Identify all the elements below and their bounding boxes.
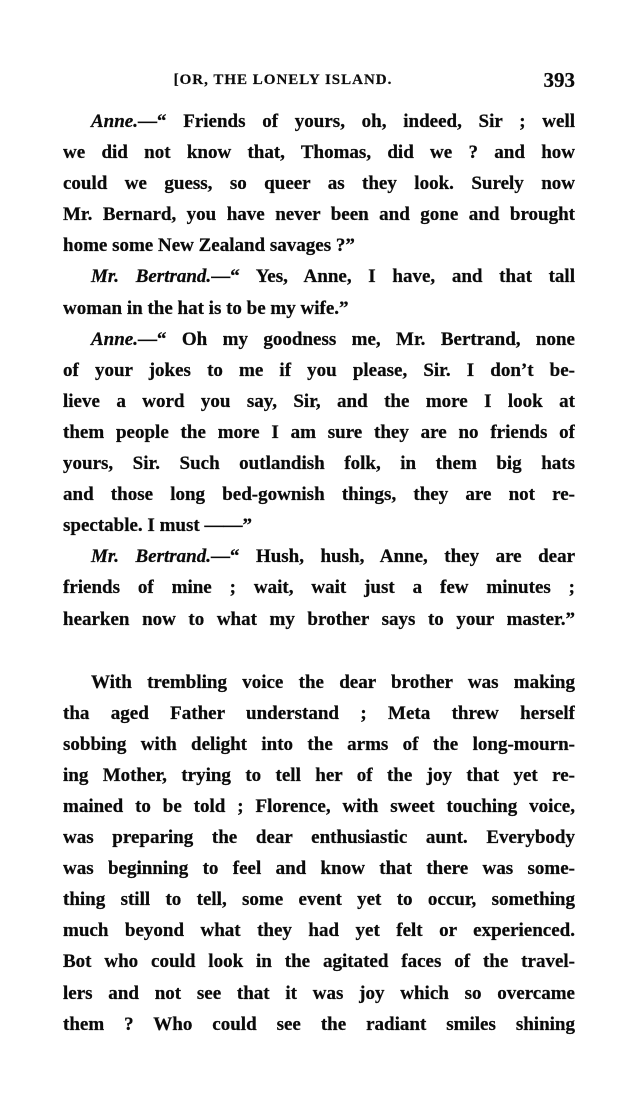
text-segment: Mr. Bernard, you have never been and gone and brought (63, 204, 575, 226)
running-header (63, 68, 575, 92)
text-segment: ing Mother, trying to tell her of the joy that yet re- (63, 764, 575, 786)
text-segment: tha aged Father understand ; Meta threw herself (63, 702, 575, 724)
text-line (63, 572, 575, 603)
text-line (63, 604, 575, 635)
running-title: [OR, THE LONELY ISLAND. (173, 72, 393, 88)
text-line (63, 791, 575, 822)
speaker-name: Anne. (91, 111, 138, 132)
text-line (63, 479, 575, 510)
paragraph (63, 106, 575, 261)
text-line (63, 946, 575, 977)
text-segment: was preparing the dear enthusiastic aunt. Everybody (63, 827, 575, 849)
text-segment: friends of mine ; wait, wait just a few minutes ; (63, 577, 575, 599)
text-line (63, 230, 575, 261)
text-segment: them ? Who could see the radiant smiles shining (63, 1013, 575, 1035)
text-segment: Bot who could look in the agitated faces of the travel- (63, 951, 575, 973)
text-line (63, 324, 575, 355)
text-line (63, 760, 575, 791)
text-line (63, 729, 575, 760)
text-line (63, 698, 575, 729)
text-segment: was beginning to feel and know that there was some- (63, 858, 575, 880)
text-line (63, 261, 575, 292)
text-line (63, 510, 575, 541)
text-segment: mained to be told ; Florence, with sweet touching voice, (63, 795, 575, 817)
text-segment: woman in the hat is to be my wife.” (63, 297, 349, 319)
text-segment: them people the more I am sure they are no friends of (63, 421, 575, 443)
text-line (63, 1009, 575, 1040)
speaker-name: Anne. (91, 328, 138, 350)
page-body (63, 106, 575, 1040)
text-segment: lers and not see that it was joy which so overcame (63, 982, 575, 1004)
text-segment: much beyond what they had yet felt or experienced. (63, 920, 575, 942)
text-line (63, 293, 575, 324)
text-segment: of your jokes to me if you please, Sir. I don’t be- (63, 359, 575, 381)
text-line (63, 199, 575, 230)
text-line (63, 448, 575, 479)
text-line (63, 822, 575, 853)
text-segment: —“ Yes, Anne, I have, and that tall (211, 266, 575, 288)
paragraph (63, 667, 575, 1040)
text-segment: —“ Oh my goodness me, Mr. Bertrand, none (138, 328, 575, 350)
text-segment: hearken now to what my brother says to your master.” (63, 608, 575, 630)
text-segment: home some New Zealand savages ?” (63, 235, 355, 257)
text-segment: sobbing with delight into the arms of the long-mourn- (63, 733, 575, 755)
text-line (63, 853, 575, 884)
text-segment: and those long bed-gownish things, they are not re- (63, 484, 575, 506)
text-segment: With trembling voice the dear brother was making (91, 671, 575, 693)
text-segment: yours, Sir. Such outlandish folk, in them big hats (63, 453, 575, 475)
text-line (63, 541, 575, 572)
text-segment: we did not know that, Thomas, did we ? and how (63, 142, 575, 164)
text-segment: thing still to tell, some event yet to occur, something (63, 889, 575, 911)
text-segment: —“ Hush, hush, Anne, they are dear (210, 546, 575, 568)
paragraph (63, 261, 575, 323)
paragraph (63, 324, 575, 542)
text-line (63, 667, 575, 698)
text-line (63, 915, 575, 946)
speaker-name: Mr. Bertrand. (91, 266, 212, 288)
text-line (63, 417, 575, 448)
text-line (63, 137, 575, 168)
text-segment: —“ Friends of yours, oh, indeed, Sir ; well (138, 111, 575, 132)
text-line (63, 106, 575, 137)
text-segment: could we guess, so queer as they look. Surely now (63, 173, 575, 195)
speaker-name: Mr. Bertrand. (91, 546, 211, 568)
paragraph (63, 541, 575, 634)
text-line (63, 386, 575, 417)
text-line (63, 355, 575, 386)
page-number: 393 (543, 68, 575, 92)
text-line (63, 978, 575, 1009)
text-segment: spectable. I must ——” (63, 515, 252, 537)
text-line (63, 168, 575, 199)
text-segment: lieve a word you say, Sir, and the more I look at (63, 390, 575, 412)
text-line (63, 884, 575, 915)
